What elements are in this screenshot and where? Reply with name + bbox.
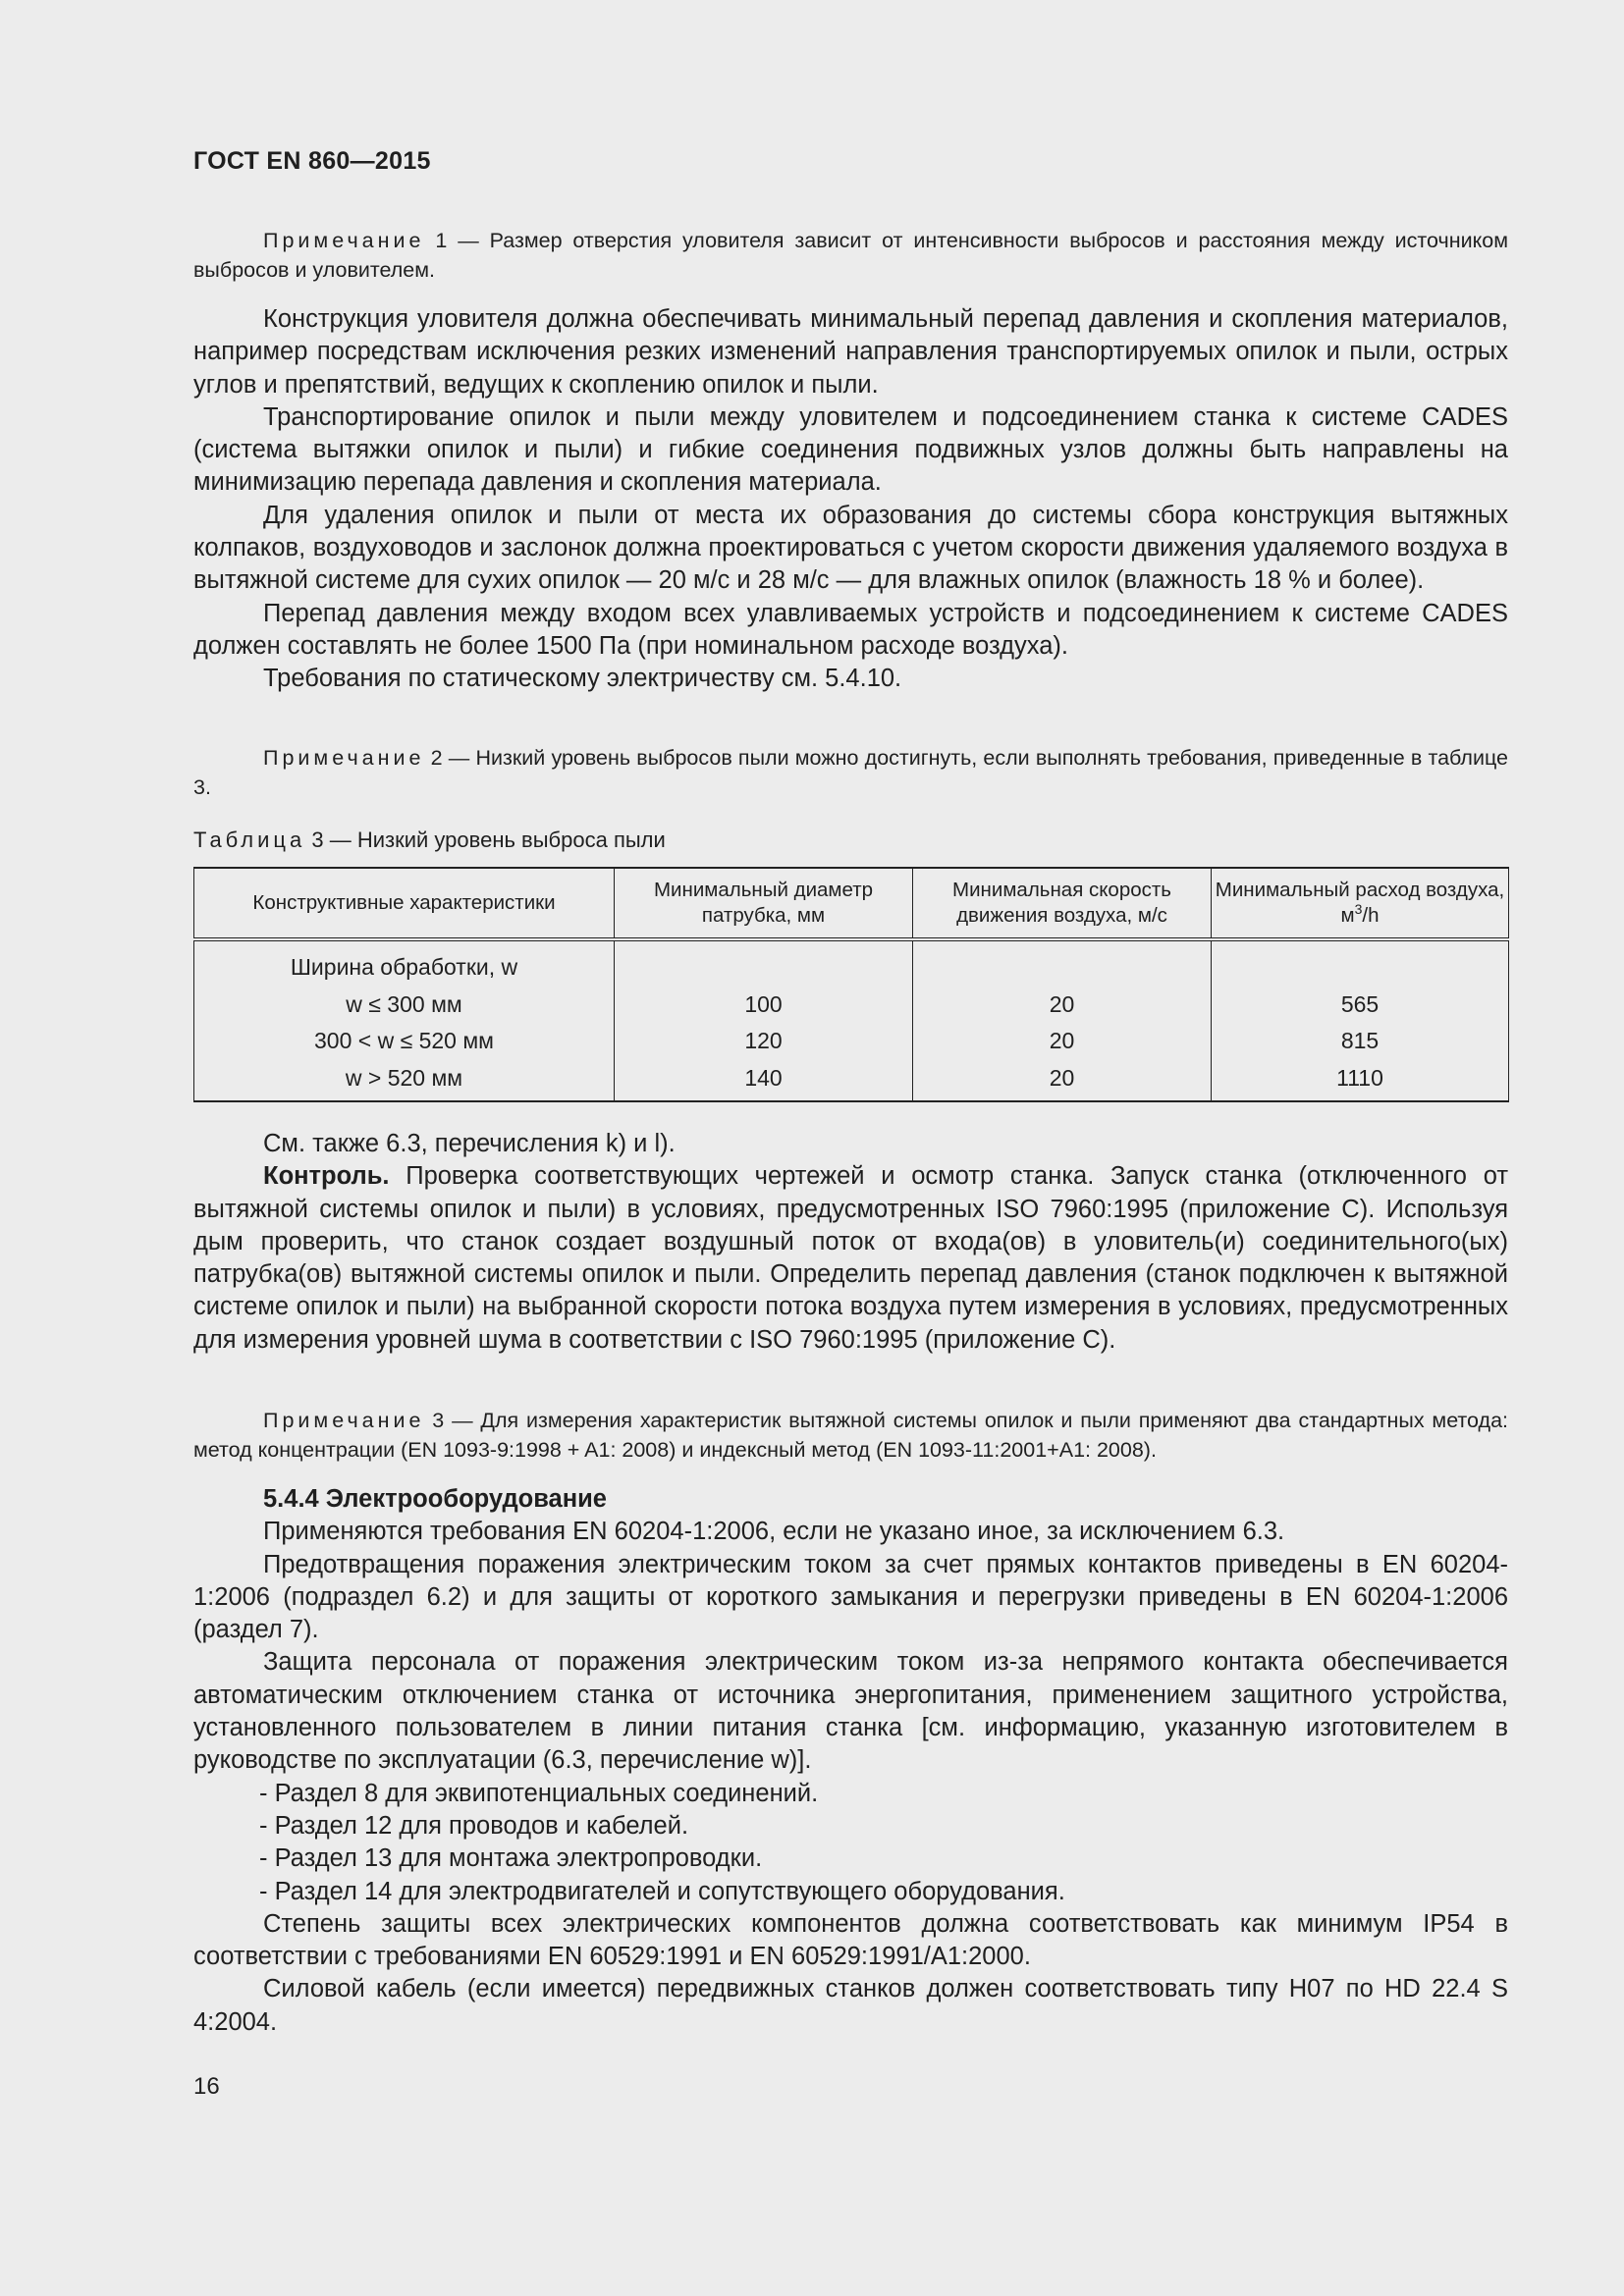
- note-label: Примечание: [263, 229, 425, 252]
- note-label: Примечание: [263, 746, 425, 770]
- note-1: [193, 226, 1508, 285]
- table-header-cell: [1212, 868, 1509, 939]
- paragraph: Применяются требования EN 60204-1:2006, если не указано иное, за исключением 6.3.: [263, 1518, 1285, 1546]
- table-cell: 20: [913, 987, 1212, 1024]
- paragraph: Требования по статическому электричеству см. 5.4.10.: [263, 665, 902, 693]
- paragraph: Конструкция уловителя должна обеспечивать минимальный перепад давления и скопления материалов, например посредствам исключения резких изменений направления транспортируемых опилок и пыли, острых углов и препятствий, ведущих к скоплению опилок и пыли.: [193, 305, 1508, 399]
- header-tail: /h: [1362, 904, 1380, 927]
- control-label: Контроль.: [263, 1162, 390, 1191]
- section-heading: 5.4.4 Электрооборудование: [263, 1485, 607, 1513]
- table-cell: 120: [615, 1023, 913, 1060]
- table-caption-text: 3 — Низкий уровень выброса пыли: [305, 828, 666, 852]
- table-row: [194, 1060, 1509, 1102]
- table-row: [194, 939, 1509, 987]
- table-cell: 815: [1212, 1023, 1509, 1060]
- note-2: [193, 743, 1508, 802]
- table-cell: 1110: [1212, 1060, 1509, 1102]
- header-text: Минимальный расход воздуха, м: [1215, 879, 1505, 927]
- paragraph: Для удаления опилок и пыли от места их образования до системы сбора конструкция вытяжных колпаков, воздуховодов и заслонок должна проектироваться с учетом скорости движения удаляемого воздуха в вытяжной системе для сухих опилок — 20 м/с и 28 м/с — для влажных опилок (влажность 18 % и более).: [193, 501, 1508, 595]
- note-3: [193, 1406, 1508, 1465]
- note-text: 2 — Низкий уровень выбросов пыли можно достигнуть, если выполнять требования, приведенные в таблице 3.: [193, 746, 1508, 799]
- table-cell: 20: [913, 1060, 1212, 1102]
- table-cell: 300 < w ≤ 520 мм: [194, 1023, 615, 1060]
- table-header-cell: Минимальная скорость движения воздуха, м/с: [913, 868, 1212, 939]
- table-3-wrapper: [193, 867, 1508, 1102]
- paragraph: Силовой кабель (если имеется) передвижных станков должен соответствовать типу H07 по HD 22.4 S 4:2004.: [193, 1975, 1508, 2036]
- paragraph: Степень защиты всех электрических компонентов должна соответствовать как минимум IP54 в соответствии с требованиями EN 60529:1991 и EN 60529:1991/A1:2000.: [193, 1909, 1508, 1971]
- table-cell: [615, 939, 913, 987]
- note-text: 3 — Для измерения характеристик вытяжной системы опилок и пыли применяют два стандартных метода: метод концентрации (EN 1093-9:1998 + A1: 2008) и индексный метод (EN 1093-11:2001+A1: 2008).: [193, 1409, 1508, 1462]
- table-header-row: [194, 868, 1509, 939]
- section-5-4-4: [193, 1483, 1508, 2039]
- table-header-cell: Конструктивные характеристики: [194, 868, 615, 939]
- list-item: - Раздел 8 для эквипотенциальных соединений.: [259, 1779, 819, 1807]
- table-caption-label: Таблица: [193, 828, 306, 852]
- page-number: 16: [193, 2073, 220, 2100]
- document-header: ГОСТ EN 860—2015: [193, 147, 431, 175]
- table-cell: 100: [615, 987, 913, 1024]
- note-text: 1 — Размер отверстия уловителя зависит от интенсивности выбросов и расстояния между источником выбросов и уловителем.: [193, 229, 1508, 282]
- table-cell: w ≤ 300 мм: [194, 987, 615, 1024]
- table-3: [193, 867, 1509, 1102]
- header-superscript: 3: [1354, 901, 1363, 918]
- list-item: - Раздел 13 для монтажа электропроводки.: [259, 1844, 763, 1873]
- paragraph: Защита персонала от поражения электрическим током из-за непрямого контакта обеспечивается автоматическим отключением станка от источника энергопитания, применением защитного устройства, установленного пользователем в линии питания станка [см. информацию, указанную изготовителем в руководстве по эксплуатации (6.3, перечисление w)].: [193, 1648, 1508, 1775]
- table-cell: [913, 939, 1212, 987]
- table-cell: 565: [1212, 987, 1509, 1024]
- note-label: Примечание: [263, 1409, 425, 1432]
- table-cell: 140: [615, 1060, 913, 1102]
- table-row: [194, 987, 1509, 1024]
- table-row: [194, 1023, 1509, 1060]
- table-caption: [193, 826, 666, 855]
- table-cell: 20: [913, 1023, 1212, 1060]
- list-item: - Раздел 14 для электродвигателей и сопутствующего оборудования.: [259, 1877, 1065, 1905]
- paragraph-block-2: [193, 1128, 1508, 1357]
- paragraph-block-1: [193, 303, 1508, 696]
- paragraph: См. также 6.3, перечисления k) и l).: [263, 1130, 676, 1157]
- paragraph: Перепад давления между входом всех улавливаемых устройств и подсоединением к системе CADES должен составлять не более 1500 Па (при номинальном расходе воздуха).: [193, 599, 1508, 660]
- paragraph: Транспортирование опилок и пыли между уловителем и подсоединением станка к системе CADES (система вытяжки опилок и пыли) и гибкие соединения подвижных узлов должны быть направлены на минимизацию перепада давления и скопления материала.: [193, 402, 1508, 497]
- table-header-cell: Минимальный диаметр патрубка, мм: [615, 868, 913, 939]
- list-item: - Раздел 12 для проводов и кабелей.: [259, 1811, 689, 1840]
- table-cell: [1212, 939, 1509, 987]
- paragraph: Предотвращения поражения электрическим током за счет прямых контактов приведены в EN 60204-1:2006 (подраздел 6.2) и для защиты от короткого замыкания и перегрузки приведены в EN 60204-1:2006 (раздел 7).: [193, 1550, 1508, 1644]
- table-cell: Ширина обработки, w: [194, 939, 615, 987]
- table-cell: w > 520 мм: [194, 1060, 615, 1102]
- control-paragraph: [193, 1160, 1508, 1357]
- control-text: Проверка соответствующих чертежей и осмотр станка. Запуск станка (отключенного от вытяжной системы опилок и пыли) в условиях, предусмотренных ISO 7960:1995 (приложение С). Используя дым проверить, что станок создает воздушный поток от входа(ов) в уловитель(и) соединительного(ых) патрубка(ов) вытяжной системы опилок и пыли. Определить перепад давления (станок подключен к вытяжной системе опилок и пыли) на выбранной скорости потока воздуха путем измерения в условиях, предусмотренных для измерения уровней шума в соответствии с ISO 7960:1995 (приложение С).: [193, 1162, 1508, 1354]
